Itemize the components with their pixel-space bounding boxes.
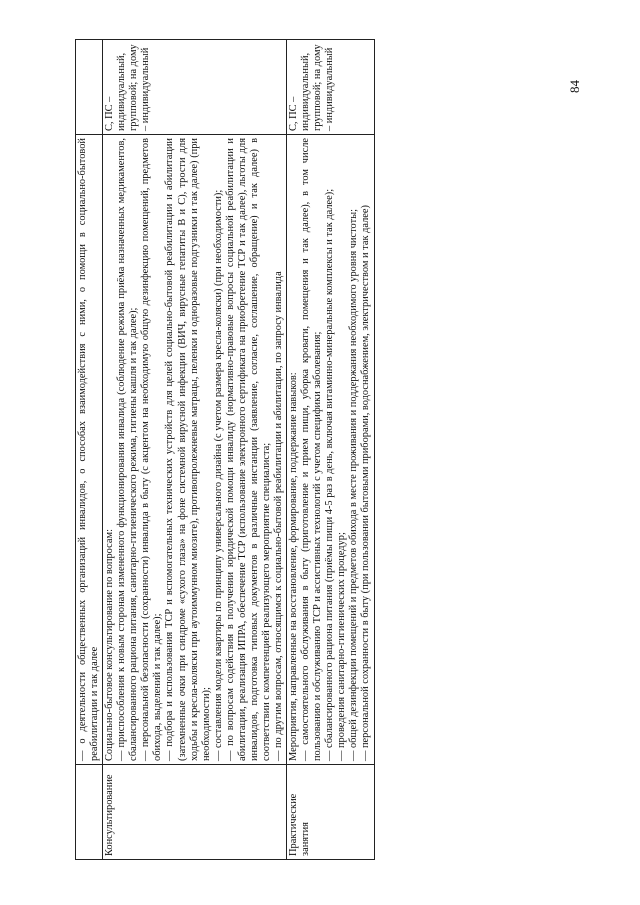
content-paragraph: — проведения санитарно-гигиенических процедур; <box>336 532 348 761</box>
rotated-landscape-content <box>75 40 595 860</box>
measure-content-cell <box>76 135 103 765</box>
content-paragraph: — подбора и использования ТСР и вспомогательных технических устройств для целей социально-бытовой реабилитации и абилитации (затемненные очки при синдроме «сухого глаза» на фоне системной вирусной инфекции (ВИЧ, вирусные гепатиты В и С), трости для ходьбы и кресла-коляски при аутоиммунном миозите), противопролежневые матрацы, пеленки и одноразовые подгузники и так далее) (при необходимости); <box>164 138 212 761</box>
rehabilitation-measures-table <box>75 39 375 860</box>
content-paragraph: — общей дезинфекции помещений и предметов обихода в месте проживания и поддержания необходимого уровня чистоты; <box>348 209 360 761</box>
content-paragraph: — самостоятельного обслуживания в быту (приготовление и прием пищи, уборка кровати, помещения и так далее), в том числе пользованию и обслуживанию ТСР и ассистивных технологий с учетом специфики заболевания; <box>300 138 324 761</box>
content-paragraph: Мероприятия, направленные на восстановление, формирование, поддержание навыков: <box>288 372 300 761</box>
content-paragraph: — по вопросам содействия в получении юридической помощи инвалиду (нормативно-правовые вопросы социальной реабилитации и абилитации, реализация ИПРА, обеспечение ТСР (использование электронного сертификата на приобретение ТСР и так далее), льготы для инвалидов, подготовка типовых документов в различные инстанции (заявление, согласие, соглашение, обращение) и так далее) в соответствии с компетенцией реализующего мероприятие специалиста; <box>224 138 272 761</box>
measure-type-cell: Консультирование <box>103 765 287 860</box>
measure-content-cell <box>287 135 374 765</box>
measure-content-cell <box>103 135 287 765</box>
form-of-delivery-cell <box>76 40 103 135</box>
page-number: 84 <box>567 80 582 93</box>
content-paragraph: Социально-бытовое консультирование по вопросам: <box>104 529 116 761</box>
content-paragraph: — персональной сохранности в быту (при пользовании бытовыми приборами, водоснабжением, электричеством и так далее) <box>360 205 372 761</box>
content-paragraph: — по другим вопросам, относящимся к социально-бытовой реабилитации и абилитации, по запросу инвалида <box>273 271 284 761</box>
content-paragraph: — сбалансированного рациона питания (приёмы пищи 4-5 раз в день, включая витаминно-минеральные комплексы и так далее); <box>324 188 336 761</box>
measure-type-cell <box>76 765 103 860</box>
content-paragraph: — персональной безопасности (сохранности) инвалида в быту (с акцентом на необходимую общую дезинфекцию помещений, предметов обихода, выделений и так далее); <box>140 138 164 761</box>
table-row <box>103 40 287 860</box>
form-of-delivery-cell: С, ПС – индивидуальный, групповой; на дому – индивидуальный <box>103 40 287 135</box>
table-body <box>76 40 375 860</box>
content-paragraph: — составления модели квартиры по принципу универсального дизайна (с учетом размера кресла-коляски) (при необходимости); <box>212 189 224 761</box>
table-row <box>76 40 103 860</box>
table-row <box>287 40 374 860</box>
measure-type-cell: Практические занятия <box>287 765 374 860</box>
content-paragraph: — о деятельности общественных организаций инвалидов, о способах взаимодействия с ними, о помощи в социально-бытовой реабилитации и так далее <box>77 138 101 761</box>
form-of-delivery-cell: С, ПС – индивидуальный, групповой; на дому – индивидуальный <box>287 40 374 135</box>
content-paragraph: — приспособления к новым сторонам измененного функционирования инвалида (соблюдение режима приёма назначенных медикаментов, сбалансированного рациона питания, санитарно-гигиенического режима, гигиены кашля и так далее); <box>116 138 140 761</box>
